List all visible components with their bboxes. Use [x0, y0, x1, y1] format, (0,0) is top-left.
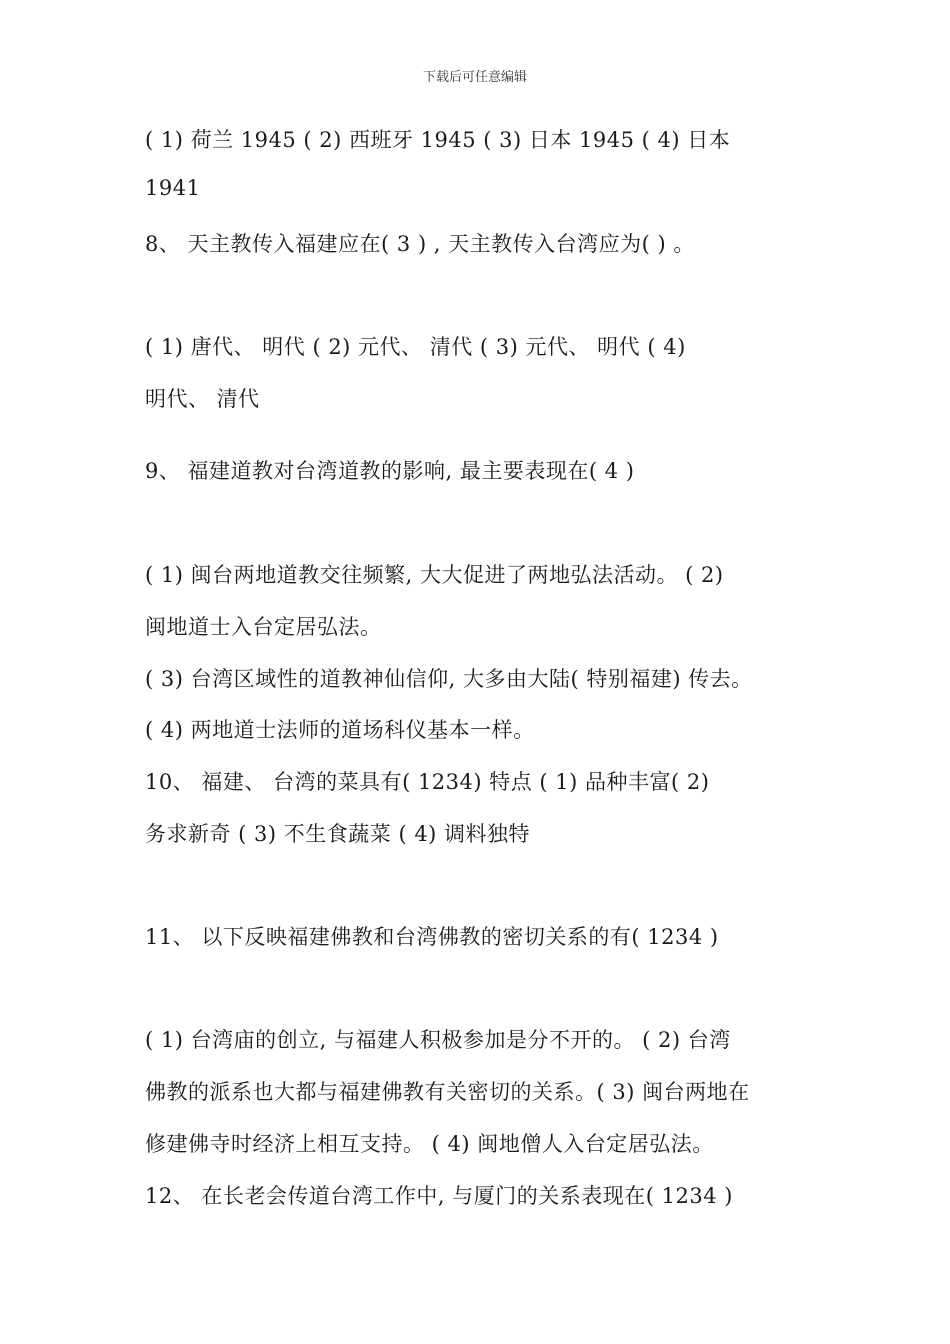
question-12: 12、 在长老会传道台湾工作中, 与厦门的关系表现在( 1234 )	[145, 1184, 733, 1208]
question-8: 8、 天主教传入福建应在( 3 ) , 天主教传入台湾应为( ) 。	[145, 232, 695, 256]
text-line: 务求新奇 ( 3) 不生食蔬菜 ( 4) 调料独特	[145, 822, 531, 846]
text-line: 修建佛寺时经济上相互支持。 ( 4) 闽地僧人入台定居弘法。	[145, 1132, 714, 1156]
text-line: 1941	[145, 176, 201, 200]
text-line: 闽地道士入台定居弘法。	[145, 615, 382, 639]
text-line: ( 1) 闽台两地道教交往频繁, 大大促进了两地弘法活动。 ( 2)	[145, 563, 724, 587]
text-line: ( 3) 台湾区域性的道教神仙信仰, 大多由大陆( 特别福建) 传去。	[145, 667, 753, 691]
question-11: 11、 以下反映福建佛教和台湾佛教的密切关系的有( 1234 )	[145, 925, 719, 949]
text-line: ( 1) 荷兰 1945 ( 2) 西班牙 1945 ( 3) 日本 1945 ( 4) 日本	[145, 128, 731, 152]
text-line: ( 1) 唐代、 明代 ( 2) 元代、 清代 ( 3) 元代、 明代 ( 4)	[145, 335, 686, 359]
text-line: ( 1) 台湾庙的创立, 与福建人积极参加是分不开的。 ( 2) 台湾	[145, 1028, 731, 1052]
text-line: ( 4) 两地道士法师的道场科仪基本一样。	[145, 718, 535, 742]
text-line: 明代、 清代	[145, 387, 260, 411]
question-10: 10、 福建、 台湾的菜具有( 1234) 特点 ( 1) 品种丰富( 2)	[145, 770, 710, 794]
page-header: 下载后可任意编辑	[422, 70, 527, 85]
question-9: 9、 福建道教对台湾道教的影响, 最主要表现在( 4 )	[145, 459, 635, 483]
text-line: 佛教的派系也大都与福建佛教有关密切的关系。( 3) 闽台两地在	[145, 1080, 750, 1104]
